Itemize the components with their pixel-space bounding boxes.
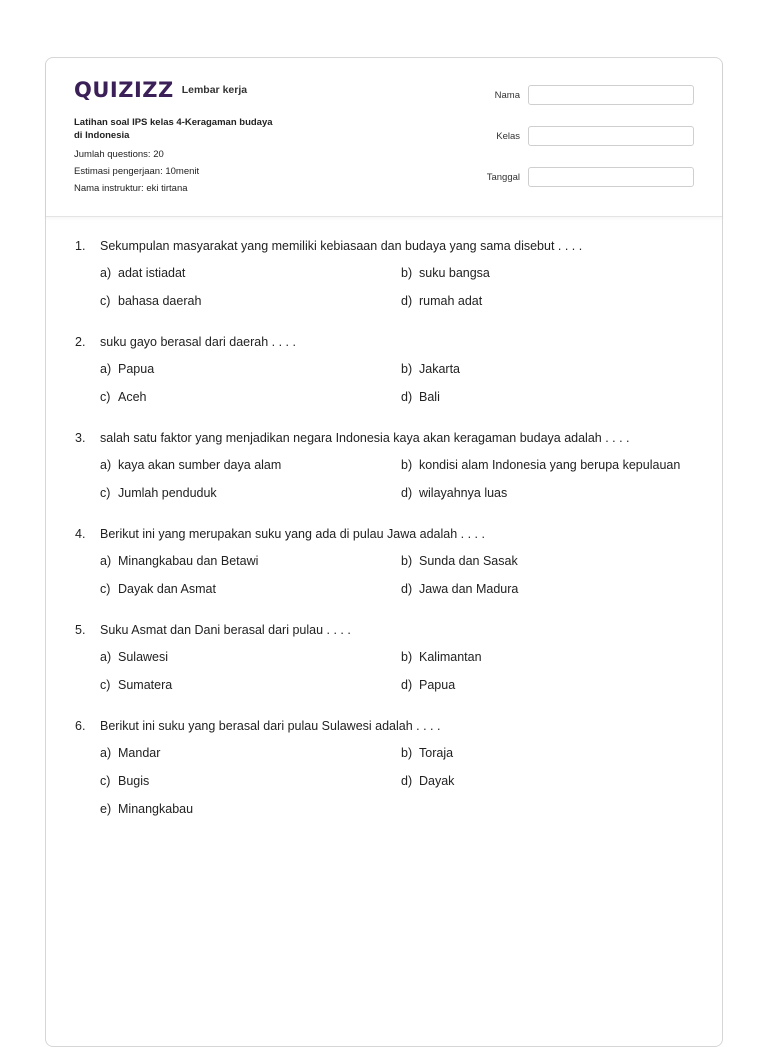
option-text: adat istiadat	[118, 266, 186, 280]
option-a	[100, 265, 401, 281]
option-letter: c)	[100, 582, 111, 596]
option-grid	[100, 745, 695, 817]
option-text: suku bangsa	[419, 266, 490, 280]
option-b	[401, 457, 701, 473]
option-a	[100, 361, 401, 377]
option-b	[401, 745, 701, 761]
question-6	[75, 718, 695, 817]
option-b	[401, 265, 701, 281]
option-letter: e)	[100, 802, 112, 816]
option-letter: d)	[401, 390, 413, 404]
option-text: rumah adat	[419, 294, 483, 308]
worksheet-title-line2: di Indonesia	[74, 130, 130, 141]
question-text: Sekumpulan masyarakat yang memiliki kebiasaan dan budaya yang sama disebut . . . .	[100, 239, 583, 253]
student-fields	[487, 84, 694, 207]
option-text: Kalimantan	[419, 650, 482, 664]
option-letter: a)	[100, 362, 112, 376]
question-5	[75, 622, 695, 693]
option-grid	[100, 361, 695, 405]
question-text: Berikut ini yang merupakan suku yang ada di pulau Jawa adalah . . . .	[100, 527, 485, 541]
question-list	[75, 238, 695, 842]
option-letter: c)	[100, 678, 111, 692]
option-letter: a)	[100, 554, 112, 568]
question-text: salah satu faktor yang menjadikan negara Indonesia kaya akan keragaman budaya adalah . . . .	[100, 431, 630, 445]
option-text: Bugis	[118, 774, 150, 788]
option-e	[100, 801, 401, 817]
option-text: bahasa daerah	[118, 294, 202, 308]
option-grid	[100, 553, 695, 597]
option-letter: b)	[401, 746, 413, 760]
questions-count: Jumlah questions: 20	[74, 149, 164, 160]
class-input[interactable]	[528, 126, 694, 146]
option-letter: b)	[401, 554, 413, 568]
option-text: Toraja	[419, 746, 454, 760]
option-letter: d)	[401, 294, 413, 308]
option-a	[100, 649, 401, 665]
question-number: 1.	[75, 239, 86, 253]
question-2	[75, 334, 695, 405]
date-field-row	[487, 166, 694, 188]
worksheet-title-line1: Latihan soal IPS kelas 4-Keragaman budaya	[74, 117, 273, 128]
option-letter: a)	[100, 746, 112, 760]
question-4	[75, 526, 695, 597]
estimated-time: Estimasi pengerjaan: 10menit	[74, 166, 200, 177]
option-letter: c)	[100, 774, 111, 788]
option-letter: d)	[401, 486, 413, 500]
option-c	[100, 293, 401, 309]
quizizz-logo: QUIZIZZ	[74, 78, 174, 102]
worksheet-header	[46, 58, 722, 217]
option-a	[100, 457, 401, 473]
class-field-row	[487, 125, 694, 147]
option-c	[100, 389, 401, 405]
option-letter: d)	[401, 774, 413, 788]
option-b	[401, 553, 701, 569]
worksheet-label: Lembar kerja	[181, 84, 248, 96]
option-text: Dayak	[419, 774, 455, 788]
option-d	[401, 773, 701, 789]
option-text: Jakarta	[419, 362, 460, 376]
option-c	[100, 773, 401, 789]
instructor-name: Nama instruktur: eki tirtana	[74, 183, 188, 194]
option-letter: d)	[401, 582, 413, 596]
name-label: Nama	[494, 89, 520, 101]
option-grid	[100, 649, 695, 693]
option-letter: b)	[401, 266, 413, 280]
worksheet-page	[45, 57, 723, 1047]
option-a	[100, 553, 401, 569]
option-letter: b)	[401, 458, 413, 472]
question-number: 3.	[75, 431, 86, 445]
option-letter: c)	[100, 294, 111, 308]
option-text: wilayahnya luas	[419, 486, 508, 500]
question-number: 4.	[75, 527, 86, 541]
option-text: Sunda dan Sasak	[419, 554, 518, 568]
option-a	[100, 745, 401, 761]
option-letter: a)	[100, 650, 112, 664]
option-text: kondisi alam Indonesia yang berupa kepulauan	[419, 458, 681, 472]
option-text: Minangkabau	[118, 802, 194, 816]
question-number: 5.	[75, 623, 86, 637]
option-text: Minangkabau dan Betawi	[118, 554, 259, 568]
option-d	[401, 389, 701, 405]
name-field-row	[487, 84, 694, 106]
option-grid	[100, 457, 695, 501]
worksheet-title	[74, 116, 314, 142]
option-d	[401, 677, 701, 693]
option-grid	[100, 265, 695, 309]
class-label: Kelas	[496, 130, 520, 142]
option-text: kaya akan sumber daya alam	[118, 458, 282, 472]
question-number: 6.	[75, 719, 86, 733]
option-c	[100, 485, 401, 501]
question-text: Berikut ini suku yang berasal dari pulau Sulawesi adalah . . . .	[100, 719, 441, 733]
option-d	[401, 293, 701, 309]
option-d	[401, 581, 701, 597]
question-text: suku gayo berasal dari daerah . . . .	[100, 335, 296, 349]
option-letter: a)	[100, 266, 112, 280]
option-text: Sulawesi	[118, 650, 169, 664]
brand	[74, 78, 247, 102]
option-letter: a)	[100, 458, 112, 472]
option-c	[100, 677, 401, 693]
option-text: Jawa dan Madura	[419, 582, 519, 596]
date-label: Tanggal	[486, 171, 520, 183]
option-text: Bali	[419, 390, 440, 404]
option-text: Aceh	[118, 390, 147, 404]
option-text: Jumlah penduduk	[118, 486, 217, 500]
name-input[interactable]	[528, 85, 694, 105]
option-text: Papua	[419, 678, 456, 692]
option-text: Dayak dan Asmat	[118, 582, 216, 596]
option-text: Sumatera	[118, 678, 173, 692]
date-input[interactable]	[528, 167, 694, 187]
question-1	[75, 238, 695, 309]
option-letter: b)	[401, 362, 413, 376]
question-3	[75, 430, 695, 501]
option-d	[401, 485, 701, 501]
option-letter: d)	[401, 678, 413, 692]
question-text: Suku Asmat dan Dani berasal dari pulau . . . .	[100, 623, 351, 637]
option-b	[401, 649, 701, 665]
option-text: Mandar	[118, 746, 161, 760]
option-b	[401, 361, 701, 377]
option-text: Papua	[118, 362, 155, 376]
option-c	[100, 581, 401, 597]
question-number: 2.	[75, 335, 86, 349]
option-letter: b)	[401, 650, 413, 664]
option-letter: c)	[100, 486, 111, 500]
option-letter: c)	[100, 390, 111, 404]
worksheet-meta	[74, 116, 314, 199]
